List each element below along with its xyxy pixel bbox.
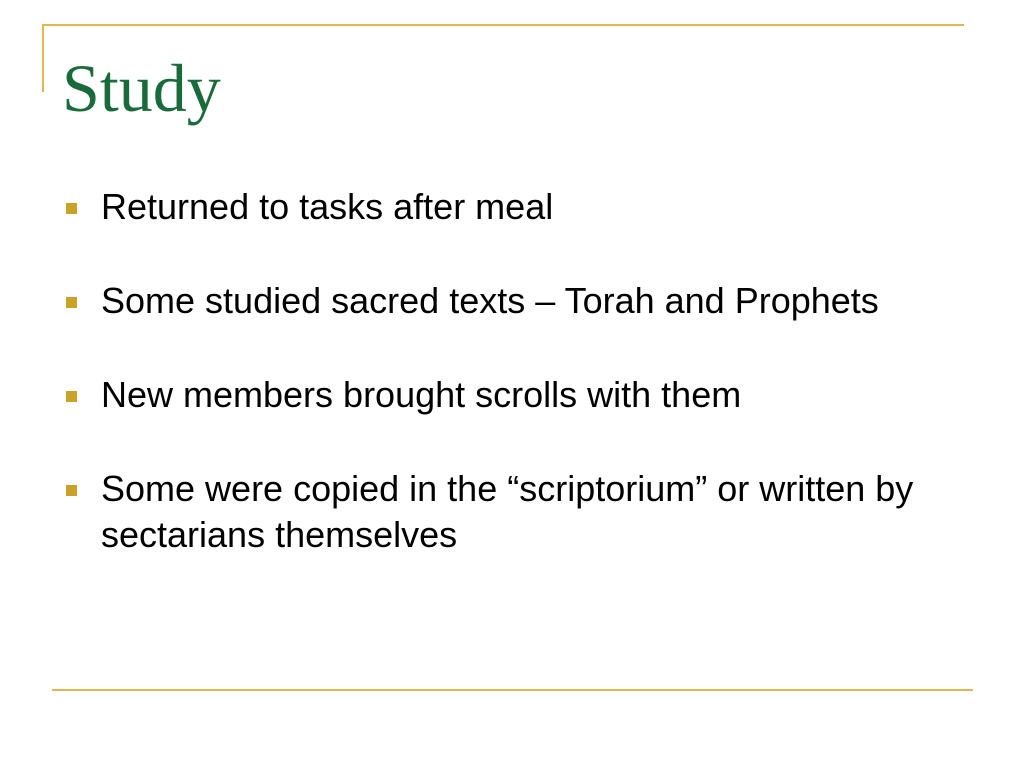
frame-top-rule xyxy=(42,24,964,26)
bullet-text: Some studied sacred texts – Torah and Prophets xyxy=(101,280,879,321)
square-bullet-icon xyxy=(66,297,77,308)
bullet-text: New members brought scrolls with them xyxy=(101,374,742,415)
bullet-item xyxy=(62,372,942,418)
bullet-list xyxy=(62,184,942,558)
square-bullet-icon xyxy=(66,485,77,496)
bullet-item xyxy=(62,466,942,558)
bullet-text: Some were copied in the “scriptorium” or written by sectarians themselves xyxy=(101,468,914,555)
square-bullet-icon xyxy=(66,391,77,402)
square-bullet-icon xyxy=(66,203,77,214)
bullet-item xyxy=(62,278,942,324)
frame-left-rule xyxy=(42,24,44,92)
bullet-item xyxy=(62,184,942,230)
bottom-rule xyxy=(52,689,973,691)
slide-title: Study xyxy=(62,50,221,126)
bullet-text: Returned to tasks after meal xyxy=(101,186,554,227)
